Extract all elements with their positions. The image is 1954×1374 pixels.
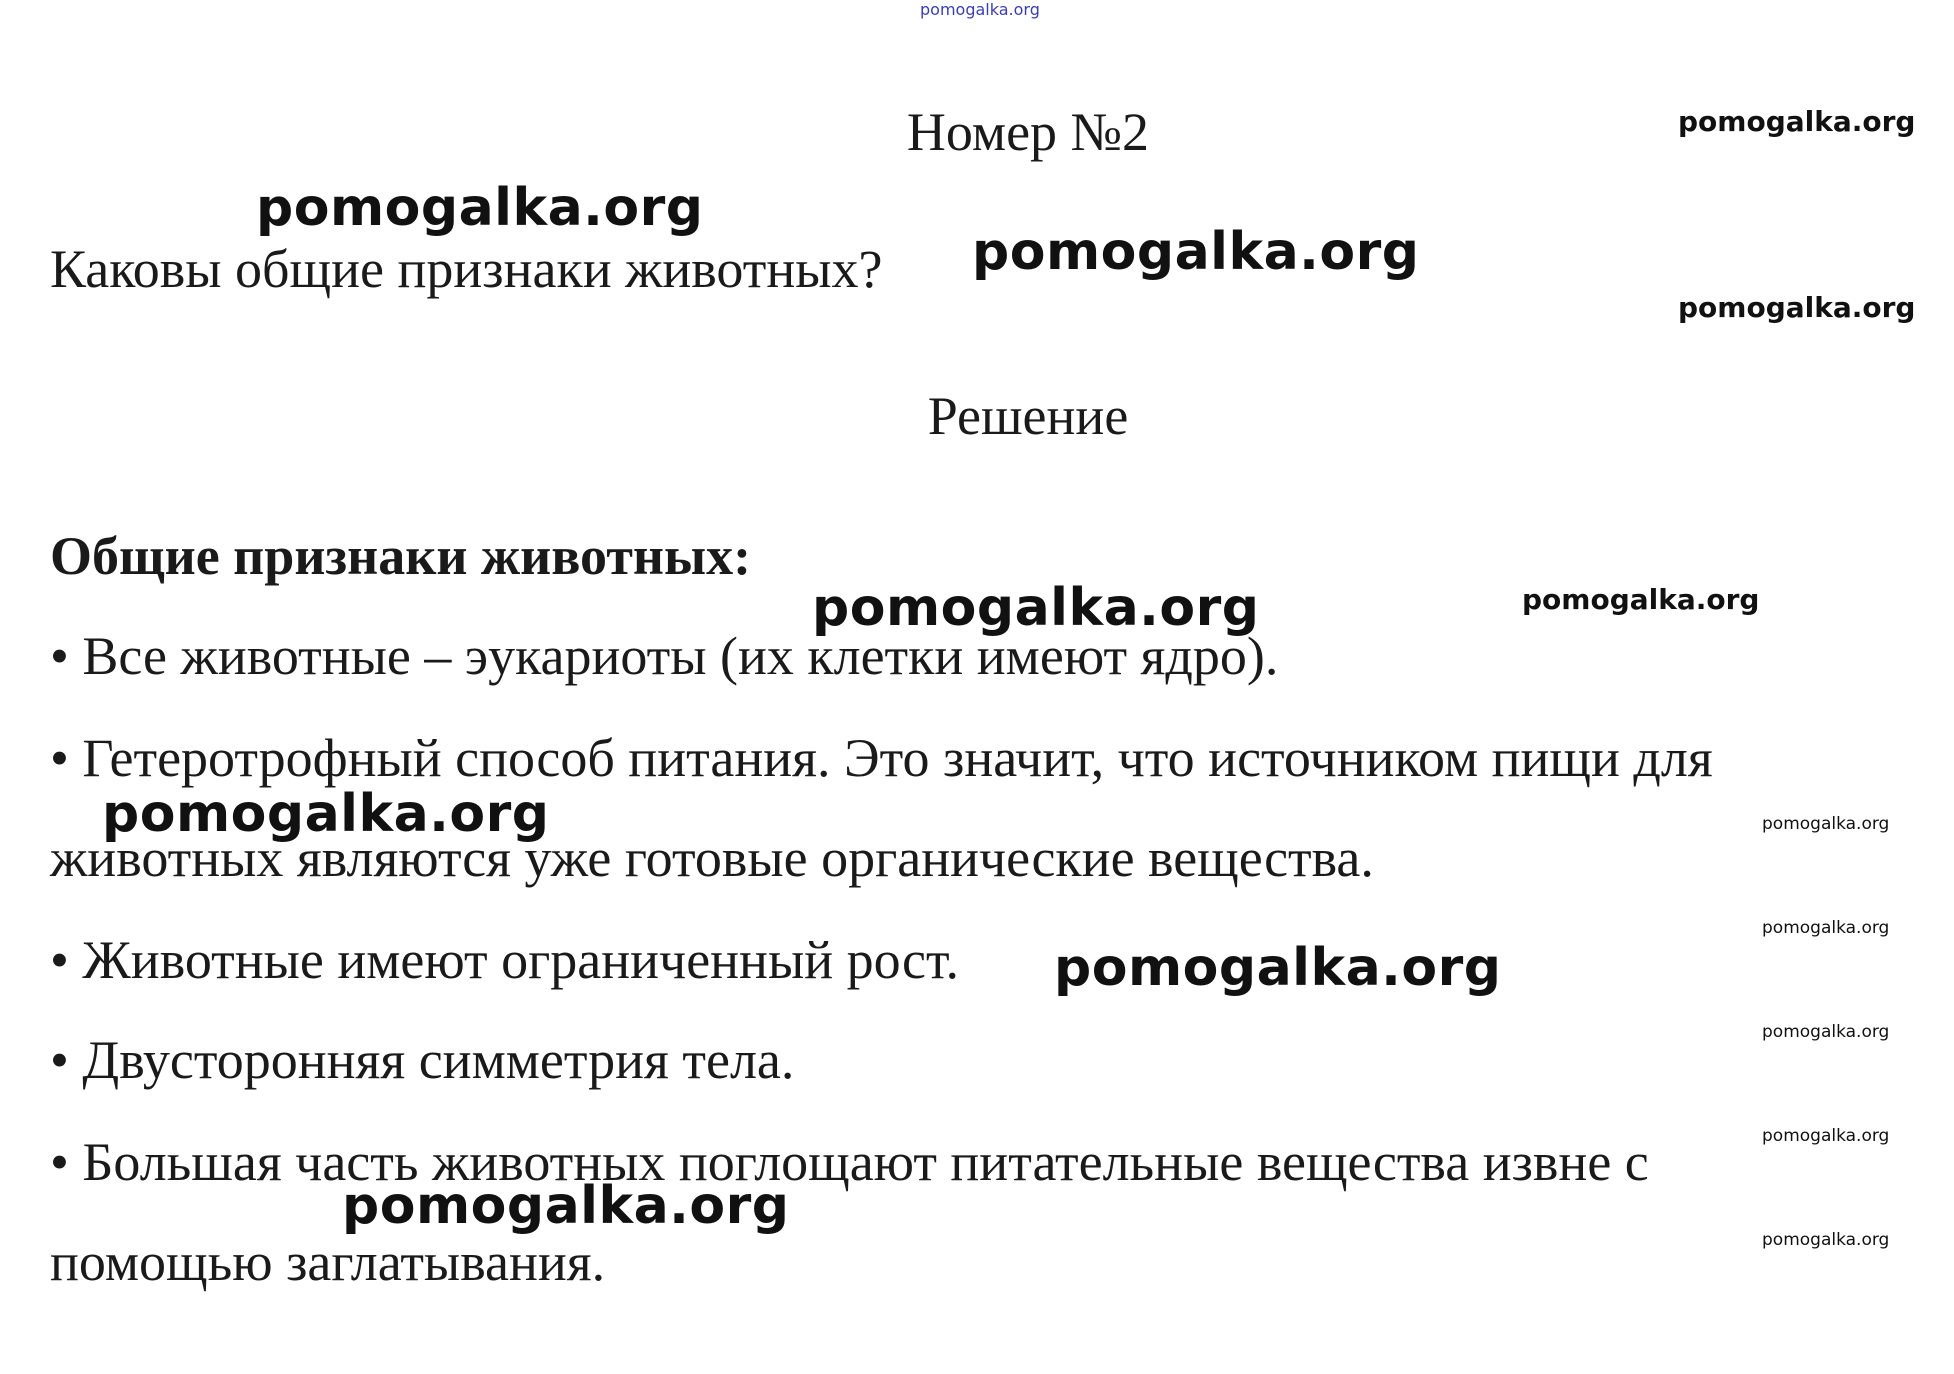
watermark-large: pomogalka.org bbox=[342, 1176, 790, 1236]
watermark-top: pomogalka.org bbox=[920, 0, 1040, 19]
watermark-medium: pomogalka.org bbox=[1522, 583, 1760, 616]
list-item-continuation: помощью заглатывания. bbox=[50, 1232, 606, 1292]
page-title: Номер №2 bbox=[906, 102, 1150, 162]
watermark-large: pomogalka.org bbox=[812, 578, 1260, 638]
section-heading: Общие признаки животных: bbox=[50, 526, 752, 586]
watermark-large: pomogalka.org bbox=[972, 222, 1420, 282]
watermark-medium: pomogalka.org bbox=[1678, 291, 1916, 324]
list-item: • Гетеротрофный способ питания. Это значит, что источником пищи для bbox=[50, 728, 1713, 788]
watermark-large: pomogalka.org bbox=[1054, 938, 1502, 998]
watermark-medium: pomogalka.org bbox=[1678, 105, 1916, 138]
list-item: • Животные имеют ограниченный рост. bbox=[50, 930, 959, 990]
solution-heading: Решение bbox=[927, 386, 1129, 446]
watermark-small: pomogalka.org bbox=[1762, 918, 1890, 938]
watermark-small: pomogalka.org bbox=[1762, 1126, 1890, 1146]
watermark-large: pomogalka.org bbox=[256, 178, 704, 238]
list-item-continuation: животных являются уже готовые органические вещества. bbox=[50, 828, 1374, 888]
watermark-small: pomogalka.org bbox=[1762, 1022, 1890, 1042]
watermark-small: pomogalka.org bbox=[1762, 814, 1890, 834]
question-text: Каковы общие признаки животных? bbox=[50, 239, 883, 299]
list-item: • Все животные – эукариоты (их клетки имеют ядро). bbox=[50, 626, 1279, 686]
watermark-large: pomogalka.org bbox=[102, 784, 550, 844]
list-item: • Большая часть животных поглощают питательные вещества извне с bbox=[50, 1132, 1649, 1192]
list-item: • Двусторонняя симметрия тела. bbox=[50, 1030, 795, 1090]
watermark-small: pomogalka.org bbox=[1762, 1230, 1890, 1250]
